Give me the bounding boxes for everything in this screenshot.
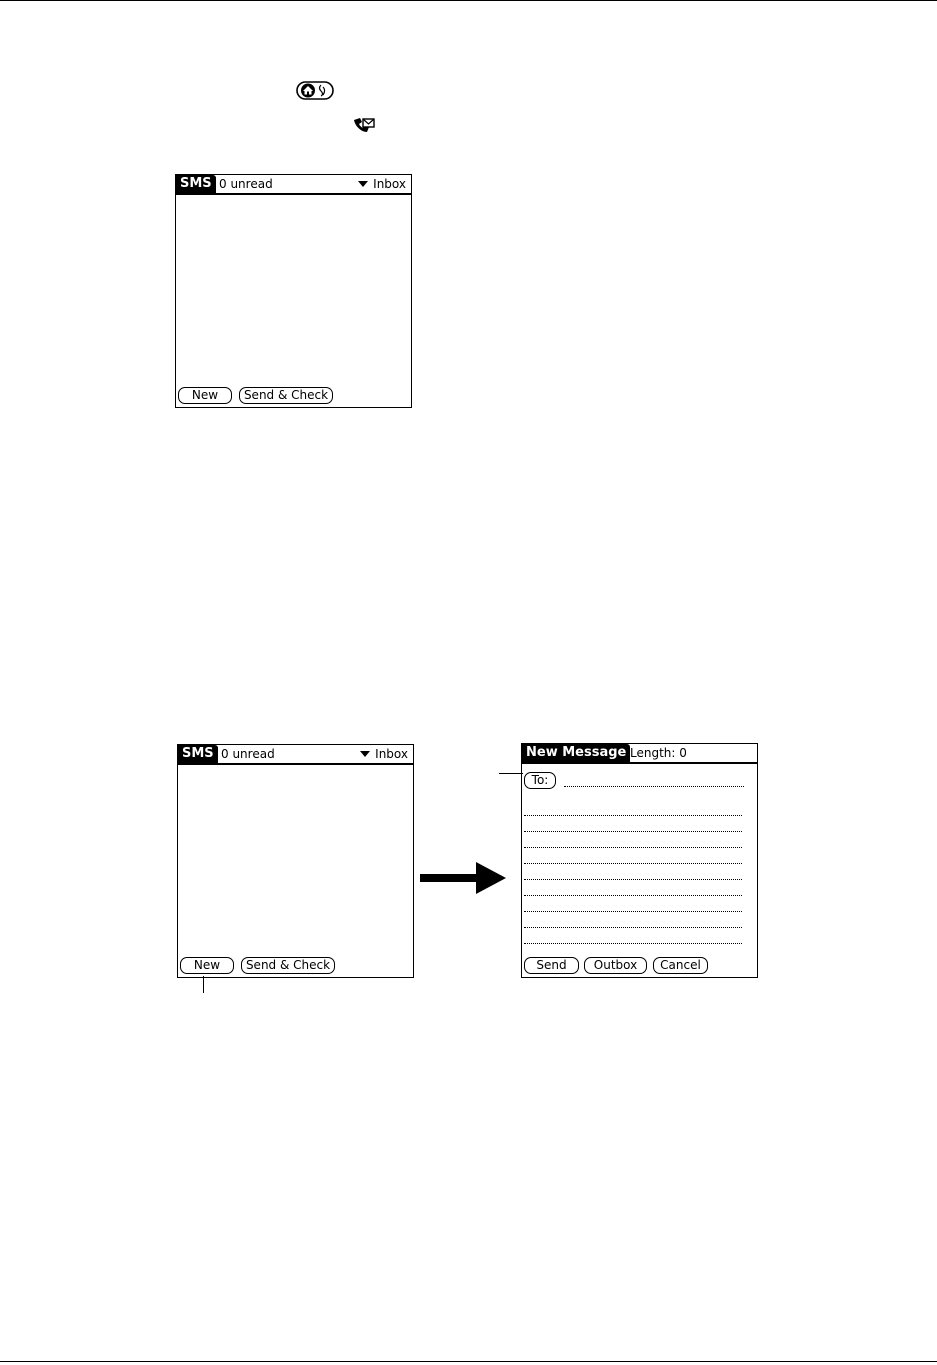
send-check-button[interactable]: Send & Check <box>241 957 335 974</box>
outbox-button[interactable]: Outbox <box>584 957 647 974</box>
title-bar <box>178 745 413 765</box>
unread-count: 0 unread <box>221 747 275 761</box>
title-bar <box>176 175 411 195</box>
message-line[interactable] <box>524 831 742 832</box>
to-button[interactable]: To: <box>524 772 556 789</box>
to-button-callout-line <box>499 773 523 774</box>
to-field[interactable] <box>564 786 744 787</box>
message-line[interactable] <box>524 815 742 816</box>
sms-inbox-screen <box>175 174 412 408</box>
folder-picker[interactable] <box>360 745 408 763</box>
new-button[interactable]: New <box>180 957 234 974</box>
send-check-button[interactable]: Send & Check <box>239 387 333 404</box>
message-line[interactable] <box>524 927 742 928</box>
footer-rule <box>0 1361 937 1362</box>
folder-picker-label: Inbox <box>373 177 406 191</box>
folder-picker-label: Inbox <box>375 747 408 761</box>
cancel-button[interactable]: Cancel <box>653 957 708 974</box>
dropdown-triangle-icon <box>358 181 368 187</box>
send-button[interactable]: Send <box>524 957 579 974</box>
message-line[interactable] <box>524 895 742 896</box>
message-line[interactable] <box>524 847 742 848</box>
message-length: Length: 0 <box>630 746 687 760</box>
dropdown-triangle-icon <box>360 751 370 757</box>
screen-title: New Message <box>522 744 630 762</box>
message-line[interactable] <box>524 863 742 864</box>
sms-inbox-screen-2 <box>177 744 414 978</box>
new-button[interactable]: New <box>178 387 232 404</box>
arrow-right-icon <box>420 860 506 896</box>
folder-picker[interactable] <box>358 175 406 193</box>
message-line[interactable] <box>524 879 742 880</box>
app-title: SMS <box>176 175 216 193</box>
new-button-callout-line <box>203 976 204 993</box>
header-rule <box>0 0 937 1</box>
sms-app-icon <box>352 116 376 134</box>
title-bar <box>522 744 757 764</box>
app-title: SMS <box>178 745 218 763</box>
new-message-screen <box>521 743 758 978</box>
home-button-icon <box>296 81 334 100</box>
message-line[interactable] <box>524 943 742 944</box>
unread-count: 0 unread <box>219 177 273 191</box>
message-line[interactable] <box>524 911 742 912</box>
